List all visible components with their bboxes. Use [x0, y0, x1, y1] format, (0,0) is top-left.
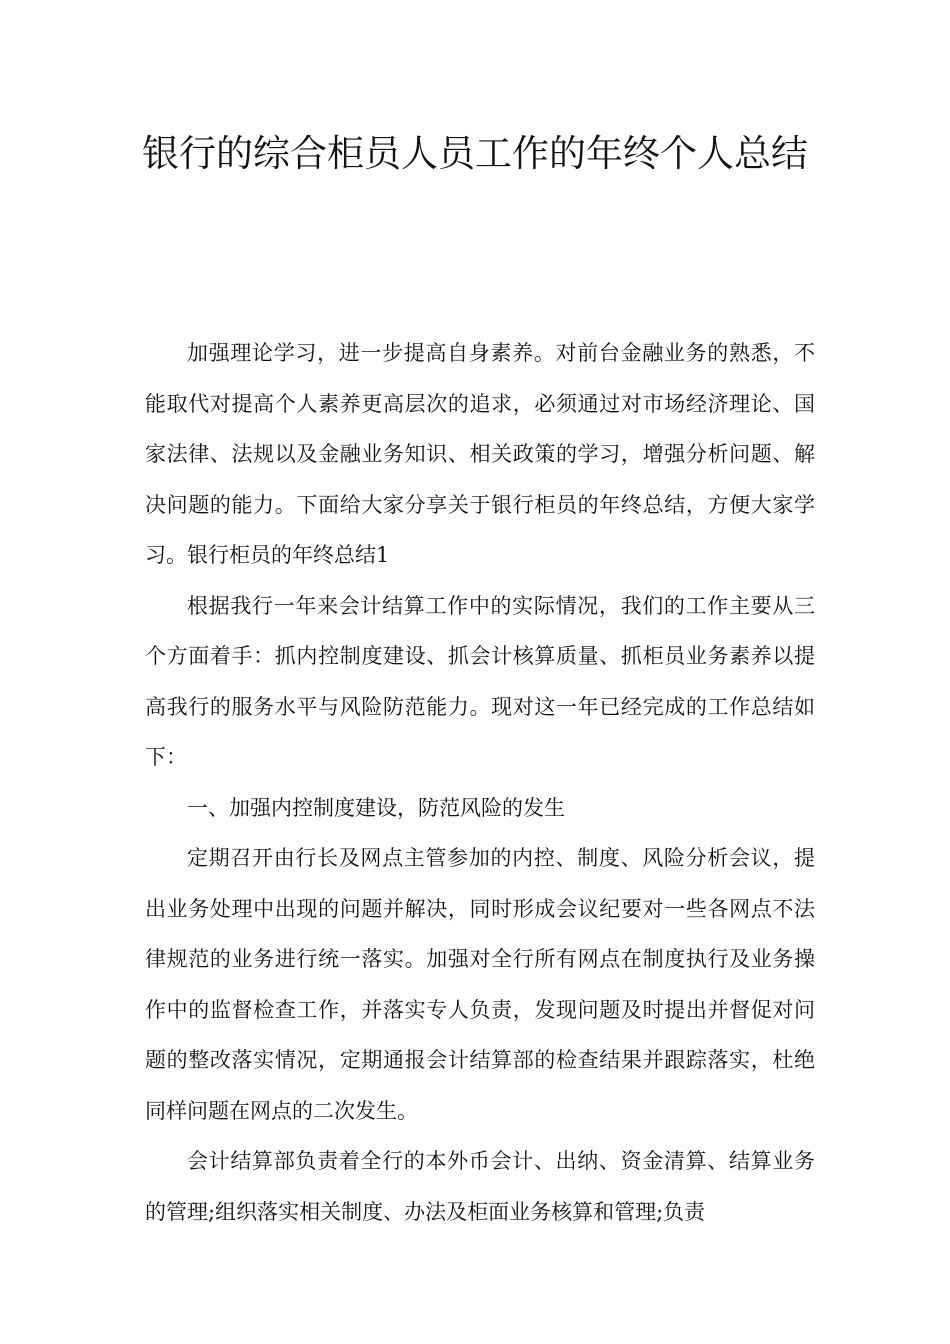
paragraph: 加强理论学习，进一步提高自身素养。对前台金融业务的熟悉，不能取代对提高个人素养更高层次的追求，必须通过对市场经济理论、国家法律、法规以及金融业务知识、相关政策的学习，增强分析问题、解决问题的能力。下面给大家分享关于银行柜员的年终总结，方便大家学习。银行柜员的年终总结1 — [145, 341, 815, 567]
section-heading: 一、加强内控制度建设，防范风险的发生 — [187, 795, 565, 820]
paragraph: 定期召开由行长及网点主管参加的内控、制度、风险分析会议，提出业务处理中出现的问题并解决，同时形成会议纪要对一些各网点不法律规范的业务进行统一落实。加强对全行所有网点在制度执行及业务操作中的监督检查工作，并落实专人负责，发现问题及时提出并督促对问题的整改落实情况，定期通报会计结算部的检查结果并跟踪落实，杜绝同样问题在网点的二次发生。 — [145, 846, 815, 1123]
paragraph: 根据我行一年来会计结算工作中的实际情况，我们的工作主要从三个方面着手：抓内控制度建设、抓会计核算质量、抓柜员业务素养以提高我行的服务水平与风险防范能力。现对这一年已经完成的工作总结如下： — [145, 593, 815, 769]
document-body — [145, 328, 815, 1237]
document-title: 银行的综合柜员人员工作的年终个人总结 — [142, 132, 808, 175]
paragraph: 会计结算部负责着全行的本外币会计、出纳、资金清算、结算业务的管理;组织落实相关制度、办法及柜面业务核算和管理;负责 — [145, 1149, 815, 1224]
